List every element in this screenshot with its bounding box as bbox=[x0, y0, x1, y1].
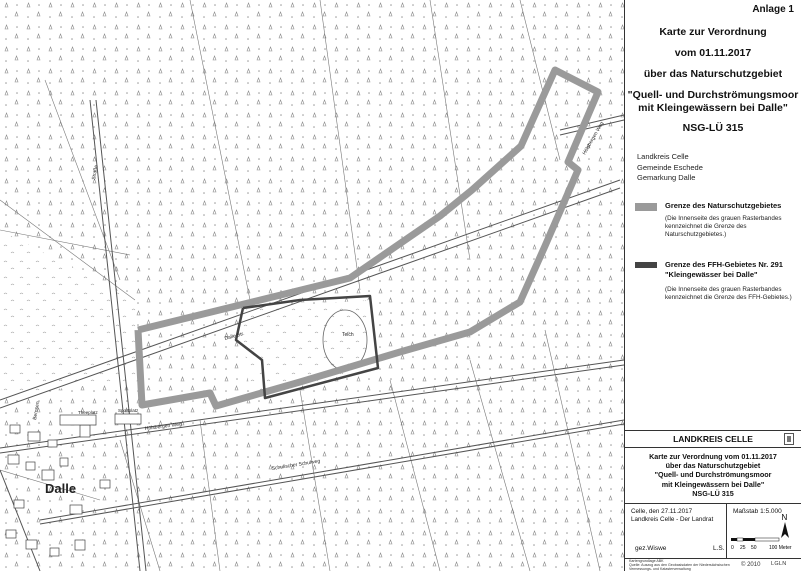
footer-line: Vermessungs- und Katasterverwaltung bbox=[629, 567, 691, 571]
title-line: Karte zur Verordnung bbox=[659, 26, 767, 38]
bottom-title-line: über das Naturschutzgebiet bbox=[665, 461, 761, 471]
seal-marker: L.S. bbox=[713, 545, 725, 552]
annex-label: Anlage 1 bbox=[752, 4, 794, 15]
bottom-title-block bbox=[625, 452, 801, 498]
divider bbox=[625, 430, 801, 431]
title-line: "Quell- und Durchströmungsmoor bbox=[627, 89, 799, 101]
title-line: über das Naturschutzgebiet bbox=[643, 68, 783, 80]
coat-of-arms-icon bbox=[784, 433, 794, 445]
title-line: mit Kleingewässern bei Dalle" bbox=[638, 102, 788, 114]
bottom-title-line: "Quell- und Durchströmungsmoor bbox=[654, 470, 772, 480]
divider-vertical bbox=[726, 504, 727, 558]
road-label: Hölsbergen Weg bbox=[581, 120, 606, 156]
signature-office: Landkreis Celle - Der Landrat bbox=[631, 516, 714, 523]
legend-nsg-label: Grenze des Naturschutzgebietes bbox=[665, 201, 782, 210]
map-title-block bbox=[625, 22, 801, 139]
signature-block bbox=[631, 508, 713, 524]
ffh-line-swatch bbox=[635, 262, 657, 268]
admin-info bbox=[637, 152, 703, 184]
landkreis-heading: LANDKREIS CELLE bbox=[673, 434, 753, 444]
signature-date: Celle, den 27.11.2017 bbox=[631, 508, 693, 515]
title-line: vom 01.11.2017 bbox=[674, 47, 752, 59]
title-line: NSG-LÜ 315 bbox=[682, 122, 744, 134]
pond-label: Teich bbox=[342, 332, 354, 338]
road-label: Dalle Str. bbox=[223, 330, 246, 342]
scale-bar bbox=[731, 538, 792, 556]
legend-ffh-line: "Kleingewässer bei Dalle" bbox=[665, 269, 758, 279]
footer-source bbox=[629, 559, 739, 571]
admin-line: Landkreis Celle bbox=[637, 152, 689, 161]
footer-line: Kartengrundlage ABK bbox=[629, 559, 664, 563]
divider bbox=[625, 503, 801, 504]
bottom-title-line: NSG-LÜ 315 bbox=[692, 488, 734, 498]
road-label: Bernsen bbox=[32, 400, 42, 421]
admin-line: Gemarkung Dalle bbox=[637, 173, 696, 182]
bottom-title-line: Karte zur Verordnung vom 01.11.2017 bbox=[649, 452, 777, 461]
signature-name: gez.Wiswe bbox=[635, 545, 667, 552]
road-label: Hölsbergen Weg bbox=[144, 421, 183, 432]
divider bbox=[625, 447, 801, 448]
north-letter: N bbox=[781, 513, 788, 522]
scale-tick: 0 bbox=[731, 545, 734, 551]
nsg-band-swatch bbox=[635, 203, 657, 211]
legend-panel bbox=[624, 0, 800, 571]
legend-ffh-label bbox=[665, 260, 801, 279]
scale-tick: 100 Meter bbox=[769, 545, 792, 551]
footer-line: Quelle: Auszug aus den Geobasisdaten der Niedersächsischen bbox=[629, 563, 730, 567]
place-label: Sportplatz bbox=[118, 408, 139, 413]
road-label: Straße bbox=[91, 164, 100, 181]
admin-line: Gemeinde Eschede bbox=[637, 162, 703, 172]
place-label: Theeplatz bbox=[78, 410, 98, 415]
bottom-title-line: mit Kleingewässern bei Dalle" bbox=[661, 479, 765, 489]
legend-ffh-note: (Die Innenseite des grauen Rasterbandes kennzeichnet die Grenze des FFH-Gebietes.) bbox=[665, 286, 792, 302]
place-name-dalle: Dalle bbox=[45, 481, 77, 496]
footer bbox=[625, 558, 801, 571]
scale-label: Maßstab 1:5.000 bbox=[733, 508, 782, 515]
scale-tick: 25 bbox=[740, 545, 746, 551]
copyright: © 2010 bbox=[741, 562, 761, 568]
legend-ffh-line: Grenze des FFH-Gebietes Nr. 291 bbox=[665, 260, 783, 269]
lgln-logo: LGLN bbox=[771, 561, 787, 567]
scale-tick: 50 bbox=[751, 545, 757, 551]
legend-nsg-note: (Die Innenseite des grauen Rasterbandes kennzeichnet die Grenze des Naturschutzgebietes.) bbox=[665, 215, 782, 239]
road-label: Schulischer Schulweg bbox=[271, 458, 321, 472]
